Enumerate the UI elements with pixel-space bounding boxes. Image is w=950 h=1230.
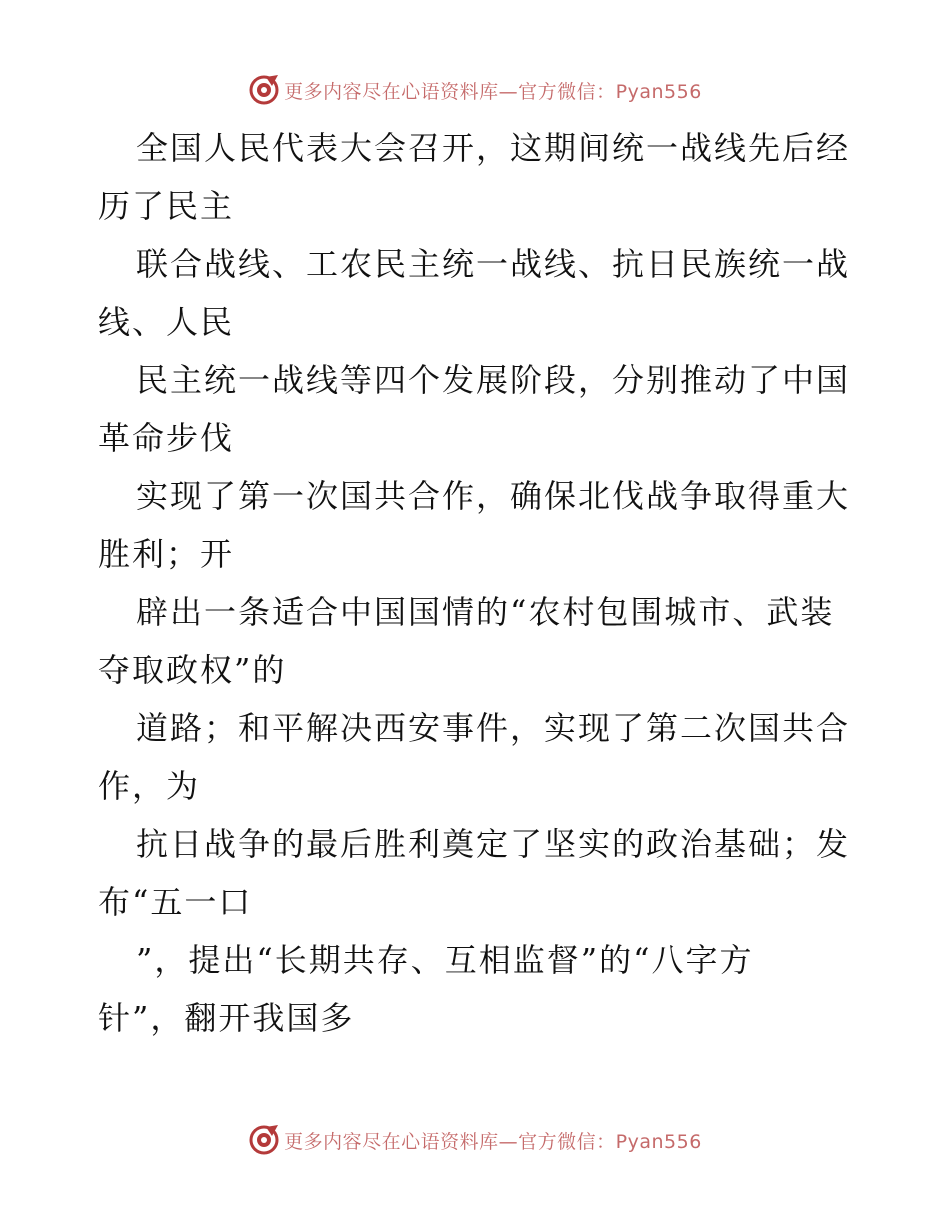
text-line: 抗日战争的最后胜利奠定了坚实的政治基础；发 [136, 825, 851, 863]
text-line: 历了民主 [98, 187, 235, 225]
text-line: 针”，翻开我国多 [98, 999, 355, 1037]
text-line: 联合战线、工农民主统一战线、抗日民族统一战 [136, 245, 851, 283]
brand-logo-icon [248, 74, 280, 106]
footer-banner-text: 更多内容尽在心语资料库—官方微信：Pyan556 [284, 1130, 702, 1153]
header-banner-text: 更多内容尽在心语资料库—官方微信：Pyan556 [284, 80, 702, 103]
footer-banner-content [248, 1124, 702, 1156]
text-line: 线、人民 [98, 303, 235, 341]
text-line: 胜利；开 [98, 535, 235, 573]
text-line: 道路；和平解决西安事件，实现了第二次国共合 [136, 709, 851, 747]
header-banner-content [248, 74, 702, 106]
text-line: 布“五一口 [98, 883, 253, 921]
brand-logo-icon [248, 1124, 280, 1156]
text-line: 实现了第一次国共合作，确保北伐战争取得重大 [136, 477, 851, 515]
text-line: 全国人民代表大会召开，这期间统一战线先后经 [136, 129, 851, 167]
text-line: 作，为 [98, 767, 201, 805]
header-banner [0, 70, 950, 110]
text-line: 民主统一战线等四个发展阶段，分别推动了中国 [136, 361, 851, 399]
footer-banner [0, 1120, 950, 1160]
text-line: 革命步伐 [98, 419, 235, 457]
text-line: 夺取政权”的 [98, 651, 287, 689]
text-line: ”，提出“长期共存、互相监督”的“八字方 [136, 941, 754, 979]
text-line: 辟出一条适合中国国情的“农村包围城市、武装 [136, 593, 835, 631]
